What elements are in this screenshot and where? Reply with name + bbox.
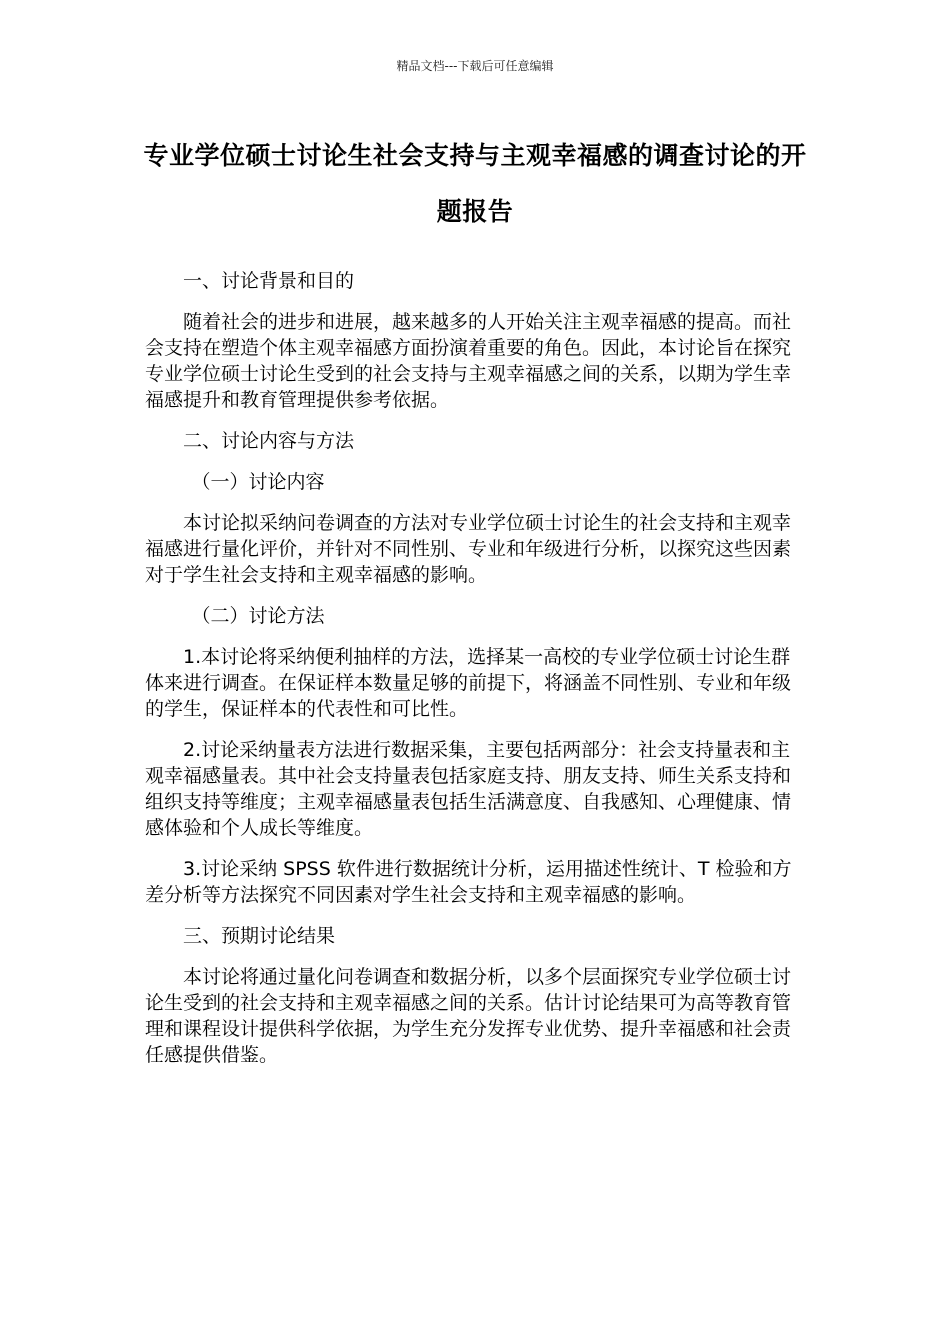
section-heading-background: 一、讨论背景和目的 [183,270,355,292]
paragraph-background: 随着社会的进步和进展，越来越多的人开始关注主观幸福感的提高。而社会支持在塑造个体主观幸福感方面扮演着重要的角色。因此，本讨论旨在探究专业学位硕士讨论生受到的社会支持与主观幸福感之间的关系，以期为学生幸福感提升和教育管理提供参考依据。 [145,311,792,411]
paragraph-method-3: 3.讨论采纳 SPSS 软件进行数据统计分析，运用描述性统计、T 检验和方差分析等方法探究不同因素对学生社会支持和主观幸福感的影响。 [145,858,792,906]
section-heading-expected-results: 三、预期讨论结果 [183,925,336,947]
header-note: 精品文档---下载后可任意编辑 [396,59,554,73]
paragraph-expected-results: 本讨论将通过量化问卷调查和数据分析，以多个层面探究专业学位硕士讨论生受到的社会支持和主观幸福感之间的关系。估计讨论结果可为高等教育管理和课程设计提供科学依据，为学生充分发挥专业优势、提升幸福感和社会责任感提供借鉴。 [145,966,792,1066]
subsection-heading-content: （一）讨论内容 [191,471,325,493]
document-body [145,268,807,1083]
document-title: 专业学位硕士讨论生社会支持与主观幸福感的调查讨论的开题报告 [143,141,807,226]
paragraph-content: 本讨论拟采纳问卷调查的方法对专业学位硕士讨论生的社会支持和主观幸福感进行量化评价，并针对不同性别、专业和年级进行分析，以探究这些因素对于学生社会支持和主观幸福感的影响。 [145,512,792,586]
section-heading-content-method: 二、讨论内容与方法 [183,430,355,452]
subsection-heading-method: （二）讨论方法 [191,605,325,627]
paragraph-method-2: 2.讨论采纳量表方法进行数据采集，主要包括两部分：社会支持量表和主观幸福感量表。其中社会支持量表包括家庭支持、朋友支持、师生关系支持和组织支持等维度；主观幸福感量表包括生活满意度、自我感知、心理健康、情感体验和个人成长等维度。 [145,739,792,839]
paragraph-method-1: 1.本讨论将采纳便利抽样的方法，选择某一高校的专业学位硕士讨论生群体来进行调查。在保证样本数量足够的前提下，将涵盖不同性别、专业和年级的学生，保证样本的代表性和可比性。 [145,646,792,720]
